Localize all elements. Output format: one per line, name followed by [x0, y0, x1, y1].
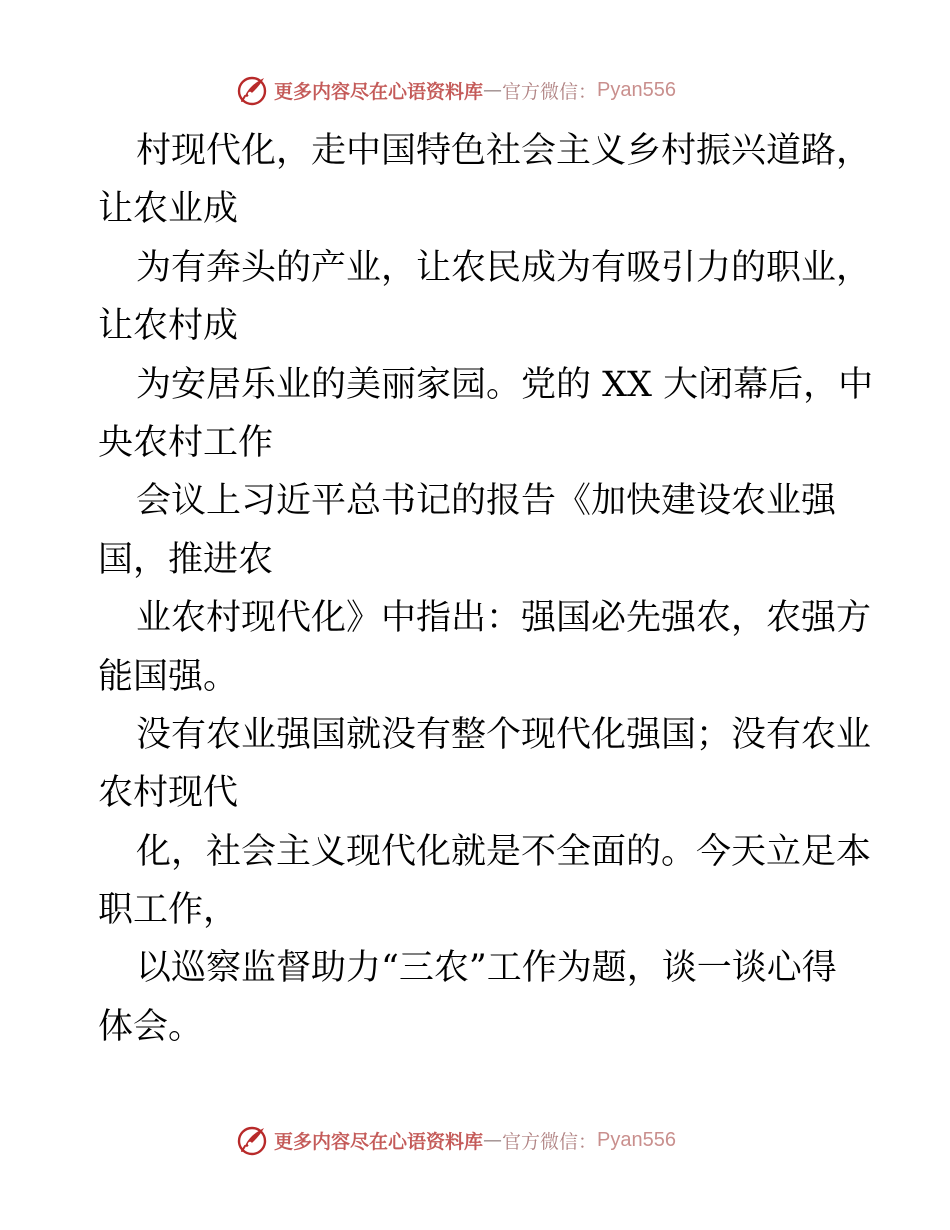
text-line: 没有农业强国就没有整个现代化强国；没有农业: [136, 714, 872, 755]
text-line: 国，推进农: [98, 539, 274, 580]
text-line: 为安居乐业的美丽家园。党的 XX 大闭幕后，中: [136, 364, 874, 405]
text-line: 央农村工作: [98, 422, 274, 463]
banner-dash: —: [483, 79, 503, 101]
text-line: 会议上习近平总书记的报告《加快建设农业强: [136, 481, 837, 522]
footer-watermark-banner: [236, 1122, 756, 1158]
quill-pen-logo-icon: [236, 1124, 268, 1156]
banner-wechat-label: 官方微信：: [502, 1130, 598, 1153]
banner-main-text: 更多内容尽在心语资料库: [274, 1130, 484, 1153]
text-line: 让农业成: [98, 189, 239, 230]
text-line: 为有奔头的产业，让农民成为有吸引力的职业，: [136, 247, 872, 288]
banner-main-text: 更多内容尽在心语资料库: [274, 80, 484, 103]
quill-pen-logo-icon: [236, 74, 268, 106]
text-line: 农村现代: [98, 773, 239, 814]
body-text-block: [98, 122, 874, 1056]
text-line: 能国强。: [98, 656, 239, 697]
banner-wechat-label: 官方微信：: [502, 80, 598, 103]
header-watermark-banner: [236, 72, 756, 108]
text-line: 业农村现代化》中指出：强国必先强农，农强方: [136, 598, 872, 639]
text-line: 职工作，: [98, 890, 239, 931]
banner-dash: —: [483, 1129, 503, 1151]
banner-wechat-id: Pyan556: [597, 78, 676, 101]
text-line: 以巡察监督助力“三农”工作为题，谈一谈心得: [136, 948, 837, 989]
text-line: 村现代化，走中国特色社会主义乡村振兴道路，: [136, 131, 872, 171]
text-line: 体会。: [98, 1006, 204, 1047]
text-line: 化，社会主义现代化就是不全面的。今天立足本: [136, 831, 872, 872]
text-line: 让农村成: [98, 306, 239, 347]
banner-wechat-id: Pyan556: [597, 1128, 676, 1151]
